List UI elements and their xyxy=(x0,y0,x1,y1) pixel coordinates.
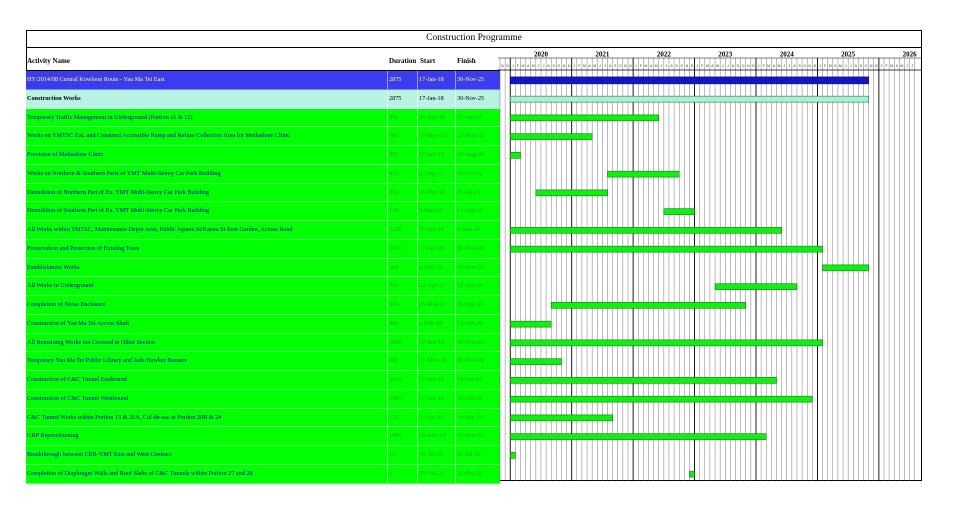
header-duration: Duration xyxy=(389,57,417,65)
duration-cell: 2500 xyxy=(387,334,418,352)
activity-name-cell: Construction Works xyxy=(27,94,81,102)
month-label: J xyxy=(844,64,847,68)
table-row xyxy=(26,146,500,165)
duration-cell: 2875 xyxy=(387,90,418,108)
month-label: J xyxy=(783,64,786,68)
gantt-bar xyxy=(551,302,746,308)
table-row xyxy=(26,71,500,90)
month-label: J xyxy=(788,64,791,68)
month-label: J xyxy=(665,64,668,68)
table-row xyxy=(26,352,500,371)
month-label: O xyxy=(618,64,622,68)
gantt-bar xyxy=(664,209,695,215)
table-row xyxy=(26,202,500,221)
month-label: D xyxy=(690,64,694,68)
start-date-cell: 25-Mar-21 xyxy=(417,296,456,314)
month-label: M xyxy=(716,64,720,68)
month-label: J xyxy=(721,64,724,68)
table-row xyxy=(26,259,500,278)
month-label: D xyxy=(752,64,755,68)
start-date-cell: 29-Sep-19 xyxy=(417,109,456,127)
month-label: N xyxy=(808,64,812,68)
activity-name-cell: Demolition of Northern Part of Ex. YMT Multi-Storey Car Park Building xyxy=(27,188,209,196)
month-label: S xyxy=(613,64,617,68)
start-date-cell: 26-Oct-22 xyxy=(417,465,456,483)
month-label: O xyxy=(864,64,868,68)
month-label: F xyxy=(578,64,581,68)
gantt-bar xyxy=(510,452,515,458)
duration-cell: 2465 xyxy=(387,390,418,408)
finish-date-cell: 16-Oct-24 xyxy=(455,390,502,408)
month-label: J xyxy=(598,64,601,68)
duration-cell: 1257 xyxy=(387,409,418,427)
month-label: A xyxy=(608,64,612,68)
month-label: J xyxy=(849,64,852,68)
finish-date-cell: 30-Nov-24 xyxy=(455,334,502,352)
month-label: M xyxy=(777,64,781,68)
start-date-cell: 1-Feb-18 xyxy=(417,315,456,333)
duration-cell: 216 xyxy=(387,184,418,202)
table-row xyxy=(26,334,500,353)
month-label: A xyxy=(649,64,653,68)
activity-name-cell: HY/2014/08 Central Kowloon Route - Yau Ma Tei East xyxy=(27,76,165,83)
month-label: O xyxy=(557,64,561,68)
gantt-bar xyxy=(823,265,869,271)
gantt-bar xyxy=(510,340,822,346)
duration-cell: 369 xyxy=(387,259,418,277)
finish-date-cell: 13-May-21 xyxy=(455,127,502,145)
duration-cell: 2875 xyxy=(387,71,418,89)
month-label: J xyxy=(911,64,914,68)
month-label: S xyxy=(736,64,740,68)
finish-date-cell: 12-Sep-24 xyxy=(455,277,502,295)
duration-cell: 12 xyxy=(387,446,418,464)
activity-name-cell: Establishment Works xyxy=(27,263,80,271)
year-label: 2022 xyxy=(656,50,671,59)
gantt-bar xyxy=(510,77,868,84)
gantt-bar xyxy=(510,415,612,421)
month-label: S xyxy=(675,64,678,68)
table-row xyxy=(26,390,500,409)
activity-name-cell: Provision of Methadone Clinic xyxy=(27,151,104,158)
year-label: 2026 xyxy=(902,50,917,59)
header-finish: Finish xyxy=(457,57,476,65)
duration-cell: 1445 xyxy=(387,427,418,445)
month-label: D xyxy=(506,64,509,68)
activity-name-cell: Breakthrough between CER-YMT East and West Contract xyxy=(27,451,172,458)
start-date-cell: 17-Jan-18 xyxy=(417,146,456,164)
month-label: M xyxy=(654,64,658,68)
duration-cell: 991 xyxy=(387,109,418,127)
month-label: A xyxy=(895,64,899,68)
month-label: S xyxy=(552,64,555,68)
start-date-cell: 16-Dec-19 xyxy=(417,427,456,445)
month-label: A xyxy=(526,64,530,68)
month-label: N xyxy=(685,64,689,68)
finish-date-cell: 30-Nov-24 xyxy=(455,240,502,258)
month-label: M xyxy=(644,64,648,68)
finish-date-cell: 21-Jul-20 xyxy=(455,446,502,464)
chart-title: Construction Programme xyxy=(26,30,922,48)
month-label: O xyxy=(803,64,807,68)
month-label: A xyxy=(834,64,837,68)
start-date-cell: 17-Mar-18 xyxy=(417,352,456,370)
table-row xyxy=(26,90,500,109)
month-label: F xyxy=(762,64,765,68)
table-row xyxy=(26,315,500,334)
month-label: M xyxy=(582,64,586,68)
year-label: 2020 xyxy=(533,50,548,59)
activity-name-cell: Completion of Diaphragm Walls and Roof Slabs of C&C Tunnels within Portion 27 and 28 xyxy=(27,469,253,477)
activity-name-cell: Construction of C&C Tunnel Westbound xyxy=(27,394,129,402)
finish-date-cell: 11-Sep-22 xyxy=(455,202,502,220)
table-row xyxy=(26,371,500,390)
month-label: M xyxy=(900,64,904,68)
gantt-bar xyxy=(510,434,766,440)
month-label: O xyxy=(680,64,684,68)
month-label: M xyxy=(531,64,535,68)
activity-name-cell: GRP Reprovisioning xyxy=(27,432,79,440)
start-date-cell: 17-Jan-18 xyxy=(417,90,456,108)
start-date-cell: 19-May-20 xyxy=(417,127,456,145)
duration-cell: 2500 xyxy=(387,240,418,258)
month-label: A xyxy=(547,64,550,68)
activity-name-cell: Works on Northern & Southern Parts of YMT Multi-Storey Car Park Building xyxy=(27,169,221,177)
finish-date-cell: 18-Jan-24 xyxy=(455,371,502,389)
month-label: S xyxy=(859,64,863,68)
activity-name-cell: Completion of Noise Enclosure xyxy=(27,301,106,308)
start-date-cell: 17-Jan-18 xyxy=(417,240,456,258)
month-label: J xyxy=(542,64,545,68)
month-label: J xyxy=(660,64,663,68)
start-date-cell: 2-Aug-21 xyxy=(417,165,456,183)
month-label: A xyxy=(588,64,591,68)
month-label: M xyxy=(705,64,709,68)
gantt-bar xyxy=(510,115,658,121)
month-label: D xyxy=(567,64,571,68)
start-date-cell: 5-Mar-22 xyxy=(417,202,456,220)
activity-name-cell: Temporary Yau Ma Tei Public Library and Jade Hawker Bazaars xyxy=(27,357,187,365)
activity-name-cell: All Remaining Works not Covered in Other Section xyxy=(27,338,156,346)
duration-cell: 510 xyxy=(387,277,418,295)
duration-cell: 952 xyxy=(387,146,418,164)
duration-cell: 1 xyxy=(387,465,418,483)
year-label: 2024 xyxy=(779,50,794,59)
month-label: M xyxy=(767,64,771,68)
gantt-bar xyxy=(510,134,592,140)
table-row xyxy=(26,184,500,203)
year-label: 2023 xyxy=(718,50,733,59)
activity-name-cell: C&C Tunnel Works within Portion 13 & 20A, Cul-de-sac at Portion 20B & 24 xyxy=(27,413,222,421)
gantt-bar xyxy=(536,190,608,196)
gantt-bar xyxy=(510,396,812,402)
activity-name-cell: Preservation and Protection of Existing Trees xyxy=(27,244,140,252)
month-label: D xyxy=(629,64,632,68)
finish-date-cell: 13-Oct-20 xyxy=(455,315,502,333)
month-label: J xyxy=(537,64,540,68)
month-label: D xyxy=(875,64,878,68)
month-label: J xyxy=(696,64,699,68)
month-label: N xyxy=(501,64,504,68)
month-label: N xyxy=(624,64,627,68)
month-label: M xyxy=(838,64,842,68)
finish-date-cell: 30-Nov-25 xyxy=(455,90,502,108)
table-row xyxy=(26,409,500,428)
start-date-cell: 10-Jul-20 xyxy=(417,446,456,464)
duration-cell: 989 xyxy=(387,352,418,370)
table-row xyxy=(26,127,500,146)
finish-date-cell: 15-Jun-22 xyxy=(455,109,502,127)
month-label: S xyxy=(798,64,801,68)
gantt-bar xyxy=(510,246,822,252)
duration-cell: 435 xyxy=(387,165,418,183)
finish-date-cell: 26-Sep-23 xyxy=(455,296,502,314)
header-start: Start xyxy=(420,57,436,65)
month-label: F xyxy=(639,64,642,68)
header-activity-name: Activity Name xyxy=(27,57,70,65)
month-label: J xyxy=(906,64,908,68)
finish-date-cell: 30-Nov-25 xyxy=(455,259,502,277)
month-label: N xyxy=(869,64,873,68)
start-date-cell: 17-Jan-18 xyxy=(417,71,456,89)
duration-cell: 916 xyxy=(387,296,418,314)
month-label: A xyxy=(854,64,858,68)
month-label: A xyxy=(670,64,673,68)
gantt-bar xyxy=(715,284,797,290)
table-row xyxy=(26,221,500,240)
finish-date-cell: 10-Oct-22 xyxy=(455,165,502,183)
month-label: M xyxy=(521,64,525,68)
month-label: J xyxy=(819,64,821,68)
finish-date-cell: 30-Nov-25 xyxy=(455,71,502,89)
gantt-bar xyxy=(510,227,781,233)
month-label: F xyxy=(516,64,520,68)
gantt-bar xyxy=(510,96,868,102)
month-label: F xyxy=(885,64,888,68)
month-label: J xyxy=(604,64,606,68)
start-date-cell: 1-Dec-24 xyxy=(417,259,456,277)
month-label: J xyxy=(634,64,637,68)
month-label: F xyxy=(701,64,704,68)
gantt-chart xyxy=(498,48,922,481)
month-label: A xyxy=(731,64,735,68)
finish-date-cell: 31-Jul-21 xyxy=(455,184,502,202)
start-date-cell: 17-Jan-18 xyxy=(417,334,456,352)
month-label: N xyxy=(747,64,750,68)
duration-cell: 986 xyxy=(387,315,418,333)
activity-name-cell: Demolition of Southern Part of Ex. YMT Multi-Storey Car Park Building xyxy=(27,207,210,215)
table-row xyxy=(26,427,500,446)
month-label: J xyxy=(757,64,760,68)
duration-cell: 360 xyxy=(387,127,418,145)
month-label: F xyxy=(824,64,827,68)
start-date-cell: 17-Jan-18 xyxy=(417,390,456,408)
month-label: J xyxy=(511,64,514,68)
start-date-cell: 28-Dec-20 xyxy=(417,184,456,202)
table-row xyxy=(26,465,500,484)
month-label: J xyxy=(573,64,576,68)
month-label: A xyxy=(711,64,714,68)
month-label: D xyxy=(813,64,817,68)
start-date-cell: 22-Apr-23 xyxy=(417,277,456,295)
activity-name-cell: Construction of Yau Ma Tei Access Shaft xyxy=(27,319,130,327)
year-label: 2025 xyxy=(841,50,856,59)
table-row xyxy=(26,446,500,465)
month-label: N xyxy=(562,64,566,68)
month-label: M xyxy=(828,64,832,68)
duration-cell: 2194 xyxy=(387,371,418,389)
month-label: A xyxy=(793,64,796,68)
finish-date-cell: 26-Nov-23 xyxy=(455,427,502,445)
month-label: O xyxy=(741,64,745,68)
activity-name-cell: Temporary Traffic Management in Underground (Portion 11 & 12) xyxy=(27,113,193,121)
gantt-bar xyxy=(510,152,520,158)
finish-date-cell: 29-Nov-20 xyxy=(455,352,502,370)
table-row xyxy=(26,240,500,259)
activity-name-cell: Works on YMTSC Ext. and Construct Accessible Ramp and Refuse Collection Area for Methadone Clinic xyxy=(27,132,291,140)
duration-cell: 130 xyxy=(387,202,418,220)
month-label: J xyxy=(726,64,729,68)
gantt-bar xyxy=(510,321,551,327)
finish-date-cell: 24-Aug-20 xyxy=(455,146,502,164)
table-row xyxy=(26,296,500,315)
start-date-cell: 17-Jan-18 xyxy=(417,221,456,239)
duration-cell: 2236 xyxy=(387,221,418,239)
gantt-bar xyxy=(608,171,680,177)
table-row xyxy=(26,165,500,184)
year-label: 2021 xyxy=(595,50,610,59)
activity-name-cell: All Works in Underground xyxy=(27,282,94,290)
start-date-cell: 7-Apr-18 xyxy=(417,409,456,427)
finish-date-cell: 3-Mar-24 xyxy=(455,221,502,239)
month-label: M xyxy=(890,64,894,68)
month-label: J xyxy=(880,64,883,68)
gantt-bar xyxy=(510,359,561,365)
month-label: A xyxy=(772,64,776,68)
activity-name-cell: All Works within TMTSC, Maintenance Depot Area, Public Square St/Kansu St Rest Garden, Access Road xyxy=(27,226,293,233)
activity-name-cell: Construction of C&C Tunnel Eastbound xyxy=(27,376,127,383)
month-label: M xyxy=(593,64,597,68)
gantt-bar xyxy=(510,377,776,383)
finish-date-cell: 26-Oct-22 xyxy=(455,465,502,483)
start-date-cell: 17-Jan-18 xyxy=(417,371,456,389)
finish-date-cell: 14-Sep-21 xyxy=(455,409,502,427)
gantt-bar xyxy=(689,471,694,477)
table-row xyxy=(26,277,500,296)
table-row xyxy=(26,109,500,128)
